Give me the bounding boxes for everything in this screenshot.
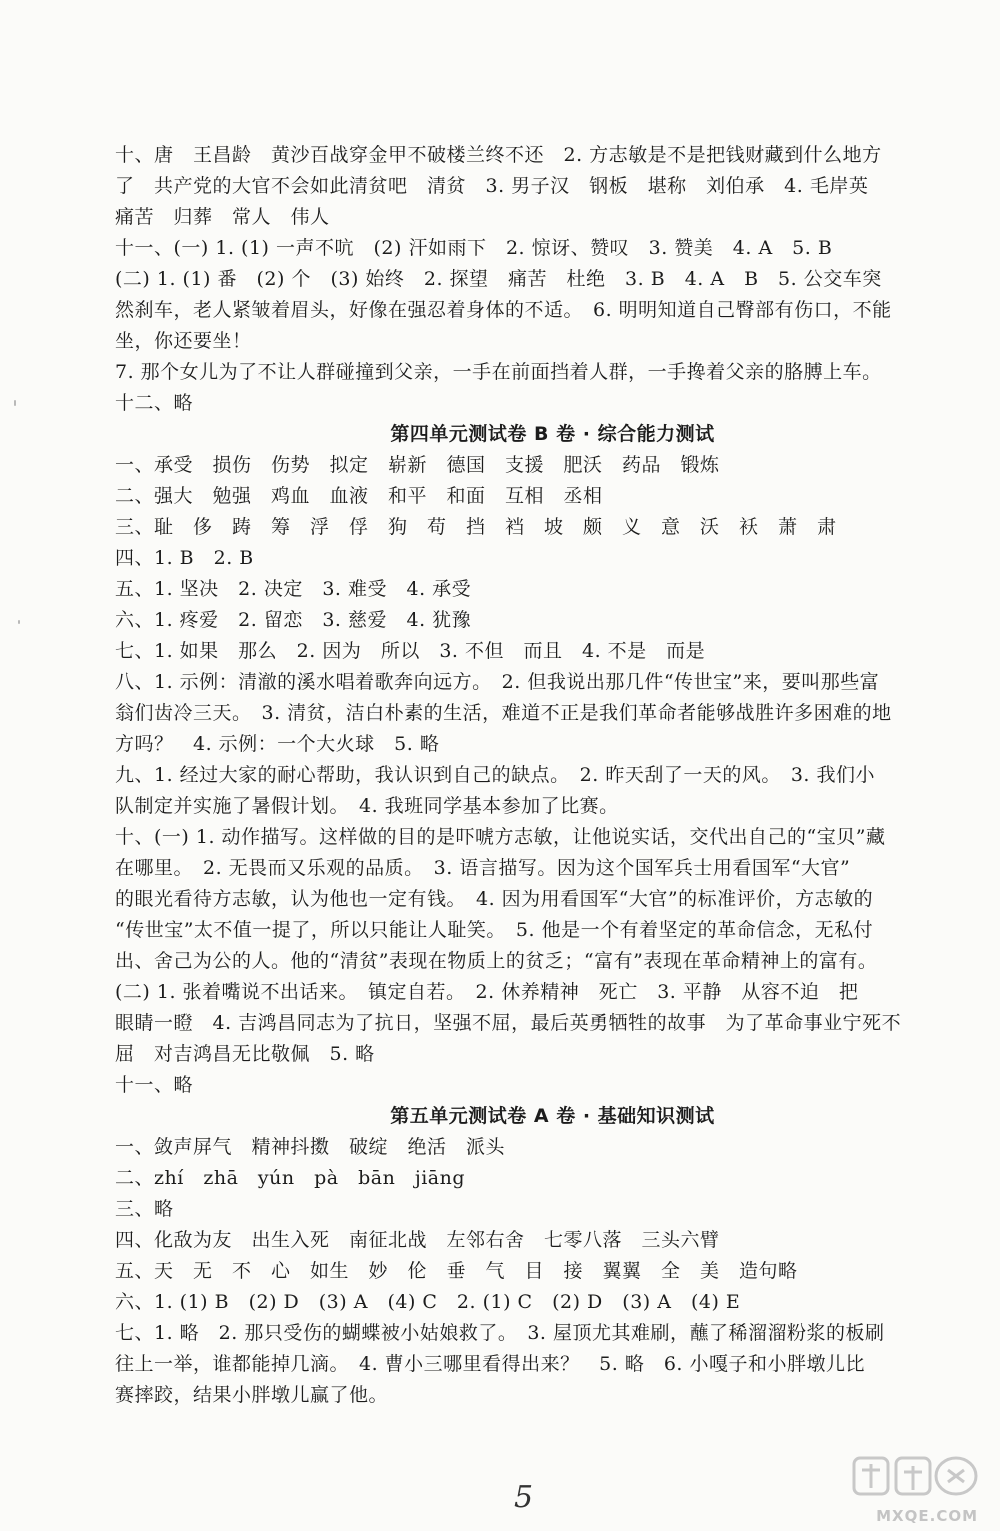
answer-line: 赛摔跤，结果小胖墩儿赢了他。 xyxy=(115,1384,389,1406)
answer-line: 十二、略 xyxy=(115,392,194,414)
answer-line: 十一、(一) 1. (1) 一声不吭 (2) 汗如雨下 2. 惊讶、赞叹 3. 赞美 4. A 5. B xyxy=(115,237,833,259)
answer-line: 的眼光看待方志敏，认为他也一定有钱。 4. 因为用看国军“大官”的标准评价，方志敏的 xyxy=(115,888,874,910)
answer-line: 往上一举，谁都能掉几滴。 4. 曹小三哪里看得出来？ 5. 略 6. 小嘎子和小胖墩儿比 xyxy=(115,1353,866,1375)
answer-line: 十一、略 xyxy=(115,1074,194,1096)
answer-line: 了 共产党的大官不会如此清贫吧 清贫 3. 男子汉 钢板 堪称 刘伯承 4. 毛岸英 xyxy=(115,175,869,197)
section-heading-unit-4-b: 第四单元测试卷 B 卷 · 综合能力测试 xyxy=(390,423,715,445)
answer-line: (二) 1. 张着嘴说不出话来。 镇定自若。 2. 休养精神 死亡 3. 平静 从容不迫 把 xyxy=(115,981,859,1003)
watermark-logo xyxy=(838,1452,988,1527)
answer-line: 四、1. B 2. B xyxy=(115,547,254,569)
answer-line: 八、1. 示例：清澈的溪水唱着歌奔向远方。 2. 但我说出那几件“传世宝”来，要叫那些富 xyxy=(115,671,880,693)
unit-5-a-answers xyxy=(115,1132,970,1411)
answer-line: 三、耻 侈 踌 筹 浮 俘 狗 苟 挡 裆 坡 颇 义 意 沃 袄 萧 肃 xyxy=(115,516,837,538)
scan-speck xyxy=(14,400,16,406)
unit-4-a-answers xyxy=(115,140,970,419)
answer-line: 一、敛声屏气 精神抖擞 破绽 绝活 派头 xyxy=(115,1136,506,1158)
answer-line: 六、1. 疼爱 2. 留恋 3. 慈爱 4. 犹豫 xyxy=(115,609,472,631)
answer-line: 六、1. (1) B (2) D (3) A (4) C 2. (1) C (2) D (3) A (4) E xyxy=(115,1291,741,1313)
page-number: 5 xyxy=(514,1480,534,1515)
answer-line: 一、承受 损伤 伤势 拟定 崭新 德国 支援 肥沃 药品 锻炼 xyxy=(115,454,720,476)
answer-line: 五、天 无 不 心 如生 妙 伦 垂 气 目 接 翼翼 全 美 造句略 xyxy=(115,1260,798,1282)
answer-line: 七、1. 如果 那么 2. 因为 所以 3. 不但 而且 4. 不是 而是 xyxy=(115,640,706,662)
answer-line: 队制定并实施了暑假计划。 4. 我班同学基本参加了比赛。 xyxy=(115,795,619,817)
answer-line: 十、(一) 1. 动作描写。这样做的目的是吓唬方志敏，让他说实话，交代出自己的“宝贝”藏 xyxy=(115,826,886,848)
unit-4-b-answers xyxy=(115,450,970,1101)
answer-line: 7. 那个女儿为了不让人群碰撞到父亲，一手在前面挡着人群，一手搀着父亲的胳膊上车。 xyxy=(115,361,882,383)
watermark-answer-icon xyxy=(850,1452,980,1500)
answer-line: “传世宝”太不值一提了，所以只能让人耻笑。 5. 他是一个有着坚定的革命信念，无私付 xyxy=(115,919,874,941)
answer-line: 三、略 xyxy=(115,1198,174,1220)
answer-line: 七、1. 略 2. 那只受伤的蝴蝶被小姑娘救了。 3. 屋顶尤其难刷，蘸了稀溜溜粉浆的板刷 xyxy=(115,1322,885,1344)
answer-line: 出、舍己为公的人。他的“清贫”表现在物质上的贫乏；“富有”表现在革命精神上的富有。 xyxy=(115,950,878,972)
answer-line: (二) 1. (1) 番 (2) 个 (3) 始终 2. 探望 痛苦 杜绝 3. B 4. A B 5. 公交车突 xyxy=(115,268,882,290)
answer-line: 五、1. 坚决 2. 决定 3. 难受 4. 承受 xyxy=(115,578,472,600)
answer-line: 痛苦 归葬 常人 伟人 xyxy=(115,206,330,228)
answer-line: 四、化敌为友 出生入死 南征北战 左邻右舍 七零八落 三头六臂 xyxy=(115,1229,720,1251)
answer-line: 十、唐 王昌龄 黄沙百战穿金甲不破楼兰终不还 2. 方志敏是不是把钱财藏到什么地方 xyxy=(115,144,882,166)
watermark-site-text: MXQE.COM xyxy=(876,1507,978,1525)
answer-line: 翁们齿冷三天。 3. 清贫，洁白朴素的生活，难道不正是我们革命者能够战胜许多困难的地 xyxy=(115,702,892,724)
section-heading-unit-5-a: 第五单元测试卷 A 卷 · 基础知识测试 xyxy=(390,1105,715,1127)
answer-line: 在哪里。 2. 无畏而又乐观的品质。 3. 语言描写。因为这个国军兵士用看国军“大官” xyxy=(115,857,851,879)
answer-line: 屈 对吉鸿昌无比敬佩 5. 略 xyxy=(115,1043,375,1065)
answer-line: 九、1. 经过大家的耐心帮助，我认识到自己的缺点。 2. 昨天刮了一天的风。 3. 我们小 xyxy=(115,764,876,786)
answer-content xyxy=(115,140,970,1411)
answer-line: 二、zhí zhā yún pà bān jiāng xyxy=(115,1167,466,1189)
scan-speck xyxy=(18,620,20,624)
answer-line: 然刹车，老人紧皱着眉头，好像在强忍着身体的不适。 6. 明明知道自己臀部有伤口，不能 xyxy=(115,299,892,321)
answer-line: 眼睛一瞪 4. 吉鸿昌同志为了抗日，坚强不屈，最后英勇牺牲的故事 为了革命事业宁死不 xyxy=(115,1012,902,1034)
answer-line: 二、强大 勉强 鸡血 血液 和平 和面 互相 丞相 xyxy=(115,485,603,507)
answer-line: 方吗？ 4. 示例：一个大火球 5. 略 xyxy=(115,733,440,755)
answer-line: 坐，你还要坐！ xyxy=(115,330,252,352)
